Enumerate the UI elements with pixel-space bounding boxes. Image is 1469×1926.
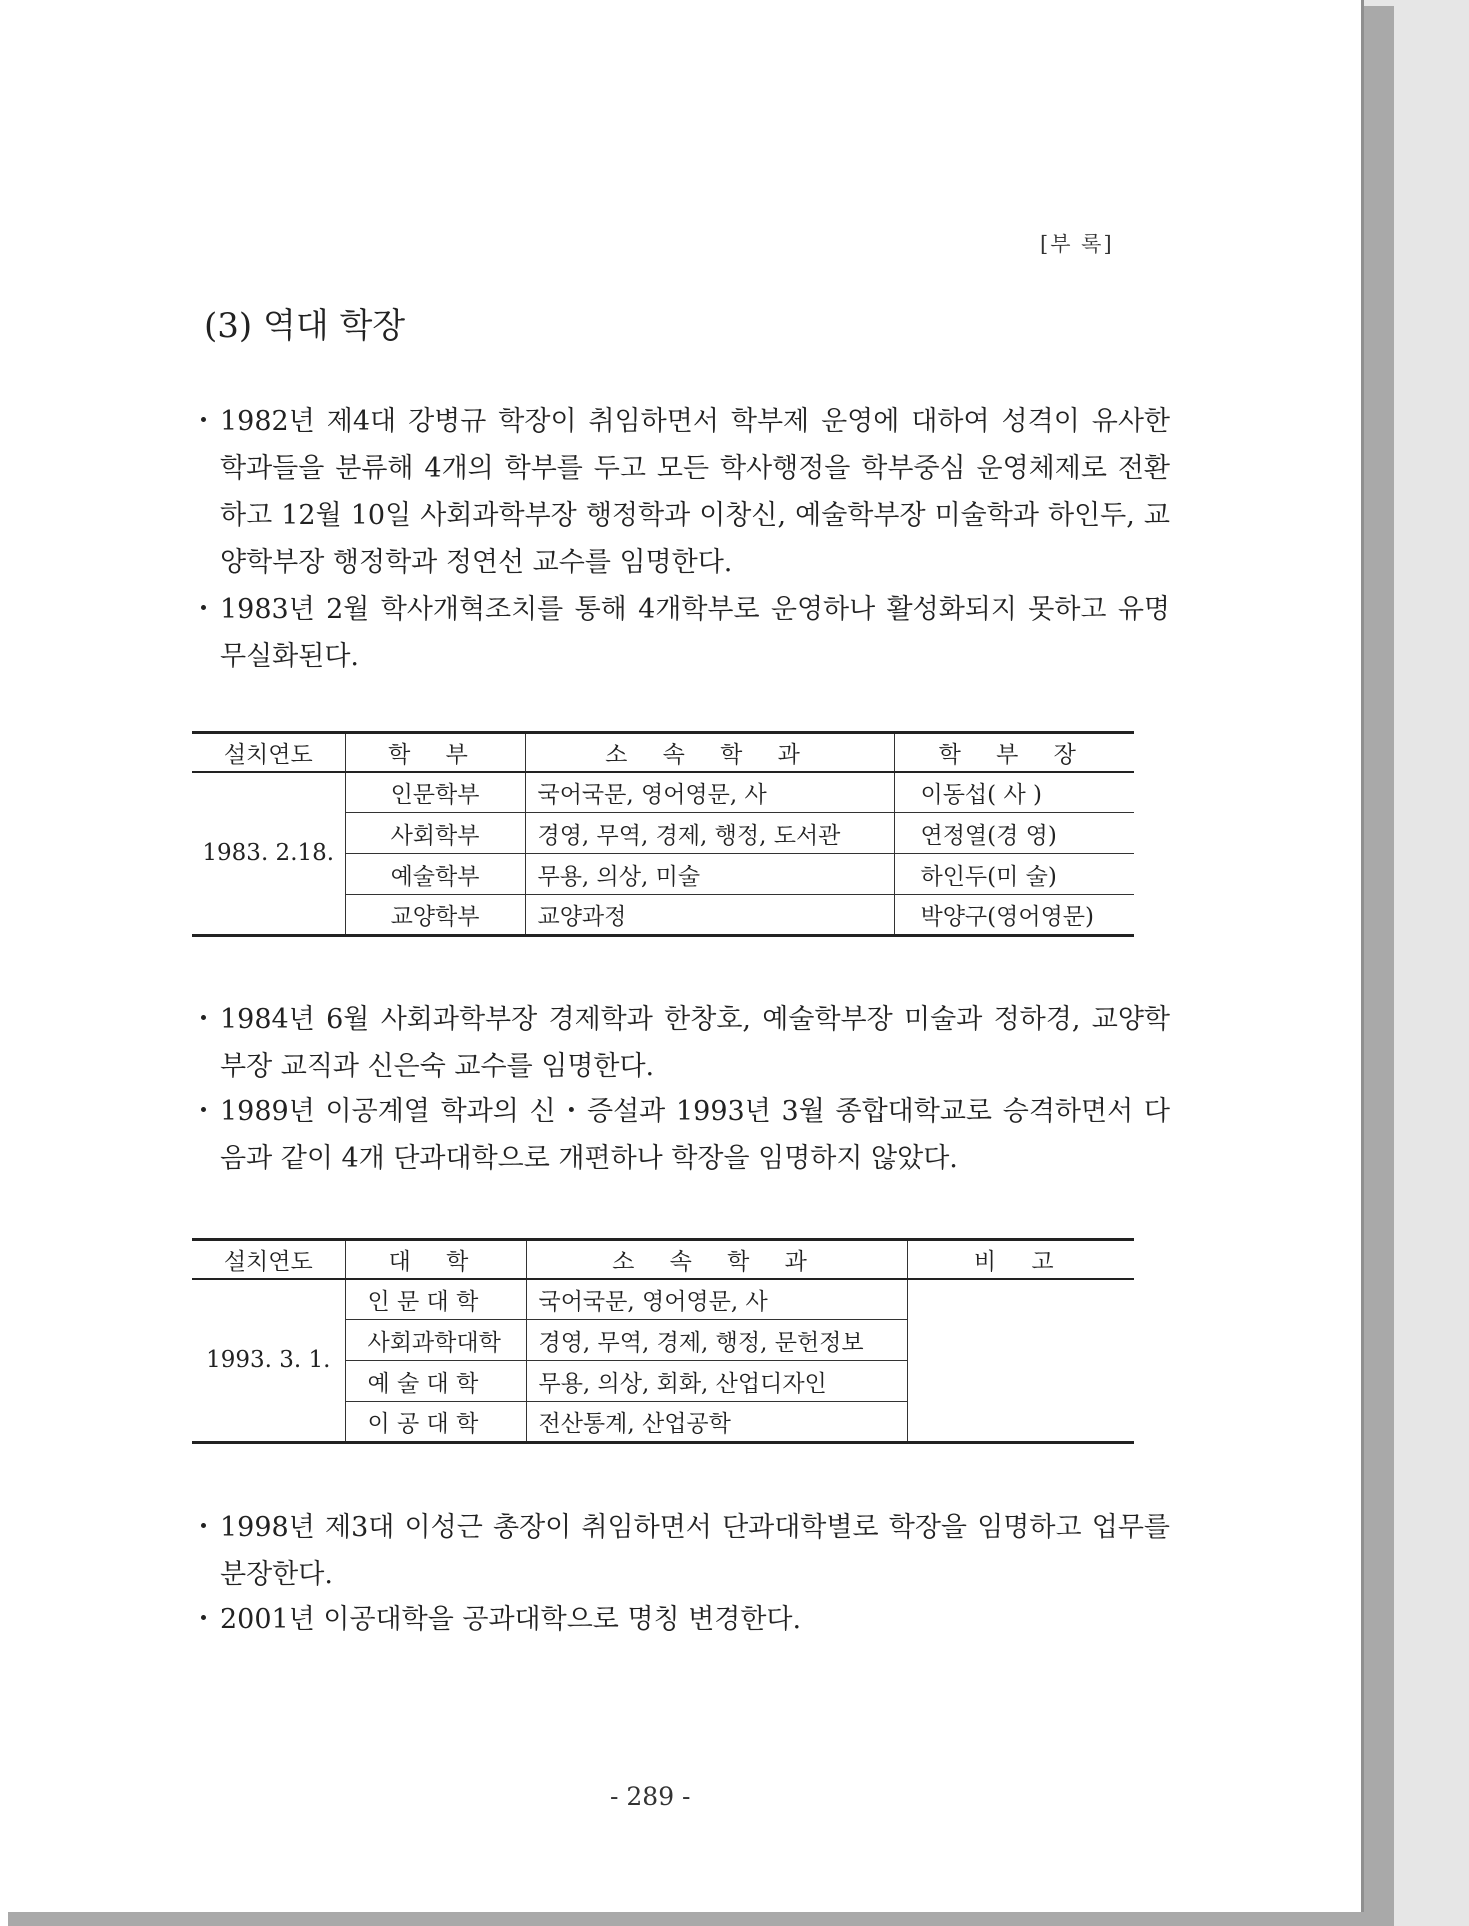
page-shadow-bottom [8, 1912, 1394, 1926]
section-title: (3) 역대 학장 [204, 306, 406, 346]
col-header-departments: 소 속 학 과 [526, 1240, 907, 1279]
bullet-marker: ・ [190, 1004, 217, 1035]
bullet-marker: ・ [190, 1096, 217, 1127]
col-header-year: 설치연도 [192, 1240, 345, 1279]
college-name-cell: 예 술 대 학 [345, 1361, 526, 1402]
bullet-1982 [190, 398, 1170, 586]
bullet-text: 1983년 2월 학사개혁조치를 통해 4개학부로 운영하나 활성화되지 못하고 유명무실화된다. [220, 594, 1170, 672]
established-year-cell: 1983. 2.18. [192, 772, 345, 936]
col-header-year: 설치연도 [192, 733, 345, 772]
col-header-departments: 소 속 학 과 [525, 733, 894, 772]
dean-cell: 이동섭( 사 ) [894, 772, 1134, 813]
departments-cell: 무용, 의상, 회화, 산업디자인 [526, 1361, 907, 1402]
dean-cell: 연정열(경 영) [894, 813, 1134, 854]
departments-cell: 국어국문, 영어영문, 사 [526, 1279, 907, 1320]
bullet-marker: ・ [190, 1604, 217, 1635]
division-name-cell: 교양학부 [345, 895, 525, 936]
col-header-remarks: 비 고 [907, 1240, 1134, 1279]
college-name-cell: 인 문 대 학 [345, 1279, 526, 1320]
page-number: - 289 - [610, 1782, 691, 1811]
departments-cell: 국어국문, 영어영문, 사 [525, 772, 894, 813]
established-year-cell: 1993. 3. 1. [192, 1279, 345, 1443]
college-name-cell: 이 공 대 학 [345, 1402, 526, 1443]
page-shadow-right [1364, 6, 1394, 1926]
table-header-row [192, 1240, 1134, 1279]
appendix-header-tag: [부 록] [1040, 232, 1114, 256]
bullet-text: 1998년 제3대 이성근 총장이 취임하면서 단과대학별로 학장을 임명하고 업무를 분장한다. [220, 1512, 1170, 1590]
bullet-1983 [190, 586, 1170, 680]
faculty-division-table [192, 731, 1134, 937]
departments-cell: 경영, 무역, 경제, 행정, 문헌정보 [526, 1320, 907, 1361]
table-row [192, 1279, 1134, 1320]
bullet-2001 [190, 1596, 1170, 1643]
departments-cell: 경영, 무역, 경제, 행정, 도서관 [525, 813, 894, 854]
dean-cell: 하인두(미 술) [894, 854, 1134, 895]
college-table [192, 1238, 1134, 1444]
bullet-1984 [190, 996, 1170, 1090]
table-header-row [192, 733, 1134, 772]
bullet-text: 1982년 제4대 강병규 학장이 취임하면서 학부제 운영에 대하여 성격이 유사한 학과들을 분류해 4개의 학부를 두고 모든 학사행정을 학부중심 운영체제로 전환하고 12월 10일 사회과학부장 행정학과 이창신, 예술학부장 미술학과 하인두, 교양학부장 행정학과 정연선 교수를 임명한다. [220, 406, 1170, 578]
division-name-cell: 인문학부 [345, 772, 525, 813]
division-name-cell: 사회학부 [345, 813, 525, 854]
bullet-1998 [190, 1504, 1170, 1598]
col-header-dean: 학 부 장 [894, 733, 1134, 772]
col-header-college: 대 학 [345, 1240, 526, 1279]
departments-cell: 무용, 의상, 미술 [525, 854, 894, 895]
bullet-text: 2001년 이공대학을 공과대학으로 명칭 변경한다. [220, 1604, 802, 1635]
bullet-text: 1989년 이공계열 학과의 신・증설과 1993년 3월 종합대학교로 승격하면서 다음과 같이 4개 단과대학으로 개편하나 학장을 임명하지 않았다. [220, 1096, 1170, 1174]
bullet-1989 [190, 1088, 1170, 1182]
dean-cell: 박양구(영어영문) [894, 895, 1134, 936]
bullet-marker: ・ [190, 1512, 217, 1543]
division-name-cell: 예술학부 [345, 854, 525, 895]
college-name-cell: 사회과학대학 [345, 1320, 526, 1361]
bullet-text: 1984년 6월 사회과학부장 경제학과 한창호, 예술학부장 미술과 정하경, 교양학부장 교직과 신은숙 교수를 임명한다. [220, 1004, 1170, 1082]
bullet-marker: ・ [190, 594, 217, 625]
table-row [192, 772, 1134, 813]
departments-cell: 교양과정 [525, 895, 894, 936]
departments-cell: 전산통계, 산업공학 [526, 1402, 907, 1443]
col-header-division: 학 부 [345, 733, 525, 772]
remarks-cell [907, 1279, 1134, 1443]
bullet-marker: ・ [190, 406, 217, 437]
